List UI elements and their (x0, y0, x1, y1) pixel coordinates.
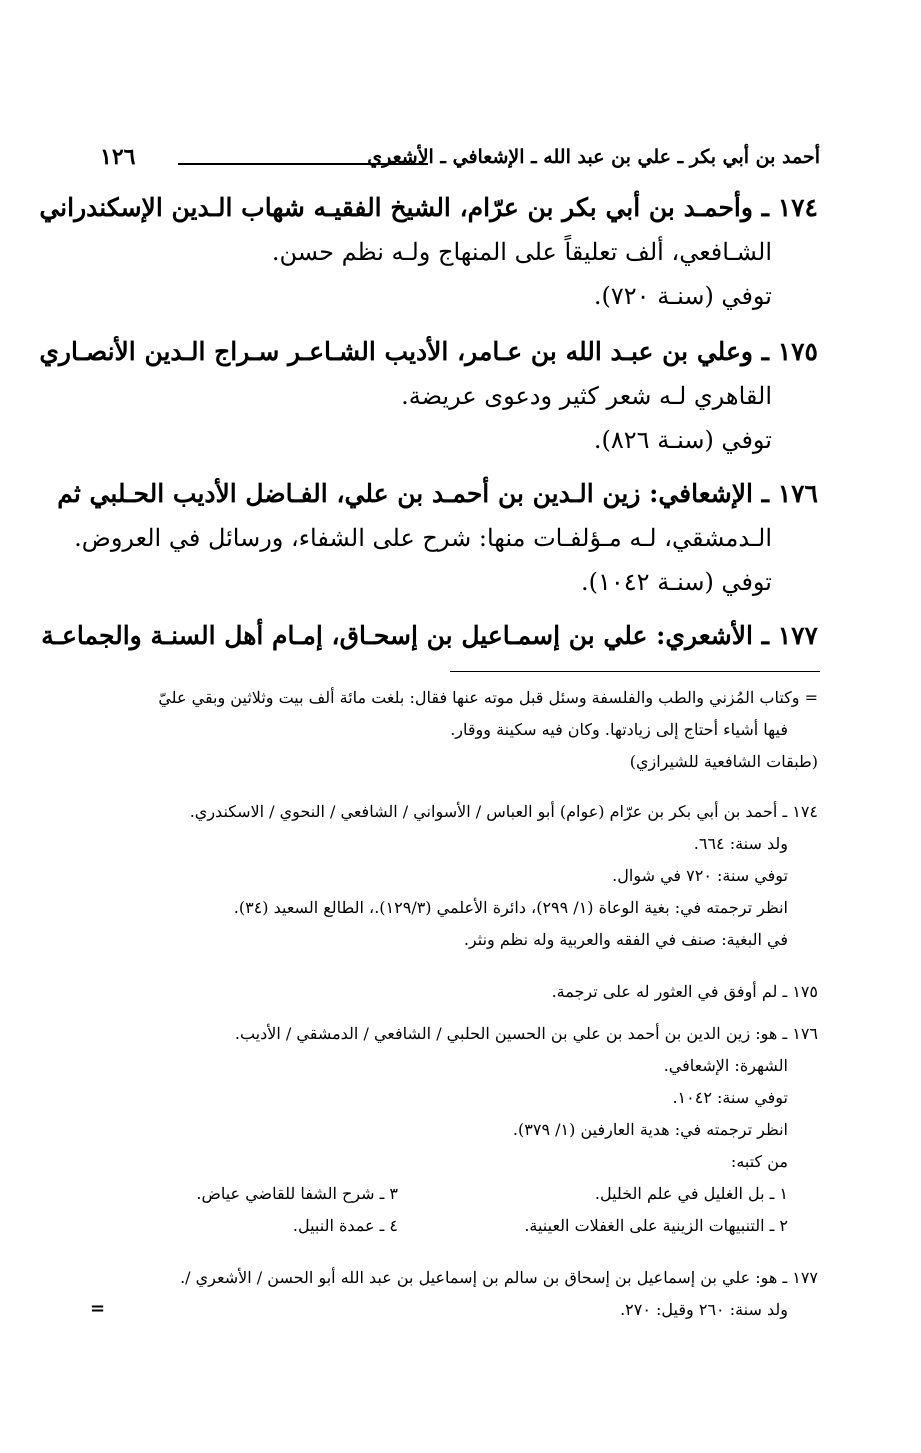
footnote-line: ١٧٧ ـ هو: علي بن إسماعيل بن إسحاق بن سالم بن إسماعيل بن عبد الله أبو الحسن / الأشعري /. (180, 1268, 818, 1287)
footnote-line: انظر ترجمته في: هدية العارفين (١/ ٣٧٩). (512, 1120, 788, 1139)
footnote-176 (98, 1018, 818, 1242)
running-header (100, 146, 820, 176)
entry-death: توفي (سنـة ١٠٤٢). (581, 568, 772, 596)
entry-line: ـ الأشعري: علي بن إسمـاعيل بن إسحـاق، إمـام أهل السنـة والجماعـة (41, 621, 769, 650)
entry-number: ١٧٤ (777, 193, 818, 222)
footnote-line: ١٧٦ ـ هو: زين الدين بن أحمد بن علي بن الحسين الحلبي / الشافعي / الدمشقي / الأديب. (234, 1024, 818, 1043)
entry-line: ـ وعلي بن عبـد الله بن عـامر، الأديب الشـاعـر سـراج الـدين الأنصـاري (39, 337, 769, 366)
footnote-line: توفي سنة: ٧٢٠ في شوال. (612, 866, 788, 885)
continuation-mark: = (804, 688, 818, 707)
footnote-line: الشهرة: الإشعافي. (663, 1056, 788, 1075)
footnote-line: ولد سنة: ٢٦٠ وقيل: ٢٧٠. (620, 1300, 788, 1319)
entry-death: توفي (سنـة ٧٢٠). (593, 282, 772, 310)
entry-line: القاهري لـه شعر كثير ودعوى عريضة. (401, 382, 772, 410)
book-item: ٤ ـ عمدة النبيل. (292, 1216, 398, 1235)
entry-number: ١٧٥ (777, 337, 818, 366)
footnote-continuation (98, 682, 818, 778)
entry-175 (39, 330, 818, 462)
entry-death: توفي (سنـة ٨٢٦). (593, 426, 772, 454)
header-title: أحمد بن أبي بكر ـ علي بن عبد الله ـ الإشعافي ـ الأشعري (367, 146, 820, 168)
entry-line: ـ الإشعافي: زين الـدين بن أحمـد بن علي، الفـاضل الأديب الحـلبي ثم (57, 479, 769, 508)
footnote-line: وكتاب المُزني والطب والفلسفة وسئل قبل موته عنها فقال: بلغت مائة ألف بيت وثلاثين وبقي عليّ (158, 688, 800, 707)
entry-176 (57, 472, 818, 604)
entry-number: ١٧٦ (777, 479, 818, 508)
entry-line: ـ وأحمـد بن أبي بكر بن عرّام، الشيخ الفقيـه شهاب الـدين الإسكندراني (39, 193, 769, 222)
book-item: ١ ـ بل الغليل في علم الخليل. (594, 1184, 788, 1203)
entry-number: ١٧٧ (777, 621, 818, 650)
footnote-line: ١٧٤ ـ أحمد بن أبي بكر بن عرّام (عوام) أبو العباس / الأسواني / الشافعي / النحوي / الاسكندري. (189, 802, 818, 821)
entry-177 (41, 614, 818, 658)
footnote-line: من كتبه: (730, 1152, 788, 1171)
book-list-row (98, 1210, 818, 1242)
page-number: ١٢٦ (100, 144, 136, 170)
footnote-line: في البغية: صنف في الفقه والعربية وله نظم ونثر. (463, 930, 788, 949)
footnote-line: توفي سنة: ١٠٤٢. (672, 1088, 788, 1107)
end-continuation-mark: = (90, 1298, 106, 1319)
header-rule (178, 163, 428, 165)
footnote-175 (98, 976, 818, 1008)
entry-line: الشـافعي، ألف تعليقاً على المنهاج ولـه نظم حسن. (271, 238, 772, 266)
book-item: ٢ ـ التنبيهات الزينية على الغفلات العينية. (524, 1216, 788, 1235)
footnote-separator (450, 671, 820, 672)
footnote-line: ١٧٥ ـ لم أوفق في العثور له على ترجمة. (551, 982, 818, 1001)
footnote-source: (طبقات الشافعية للشيرازي) (629, 752, 818, 771)
book-list-row (98, 1178, 818, 1210)
footnote-line: انظر ترجمته في: بغية الوعاة (١/ ٢٩٩)، دائرة الأعلمي (١٢٩/٣).، الطالع السعيد (٣٤). (233, 898, 788, 917)
footnote-174 (98, 796, 818, 956)
footnote-line: فيها أشياء أحتاج إلى زيادتها. وكان فيه سكينة ووقار. (450, 720, 788, 739)
entry-line: الـدمشقي، لـه مـؤلفـات منها: شرح على الشفاء، ورسائل في العروض. (74, 524, 772, 552)
footnote-177 (98, 1262, 818, 1326)
book-item: ٣ ـ شرح الشفا للقاضي عياض. (196, 1184, 398, 1203)
entry-174 (39, 186, 818, 318)
footnote-line: ولد سنة: ٦٦٤. (693, 834, 788, 853)
